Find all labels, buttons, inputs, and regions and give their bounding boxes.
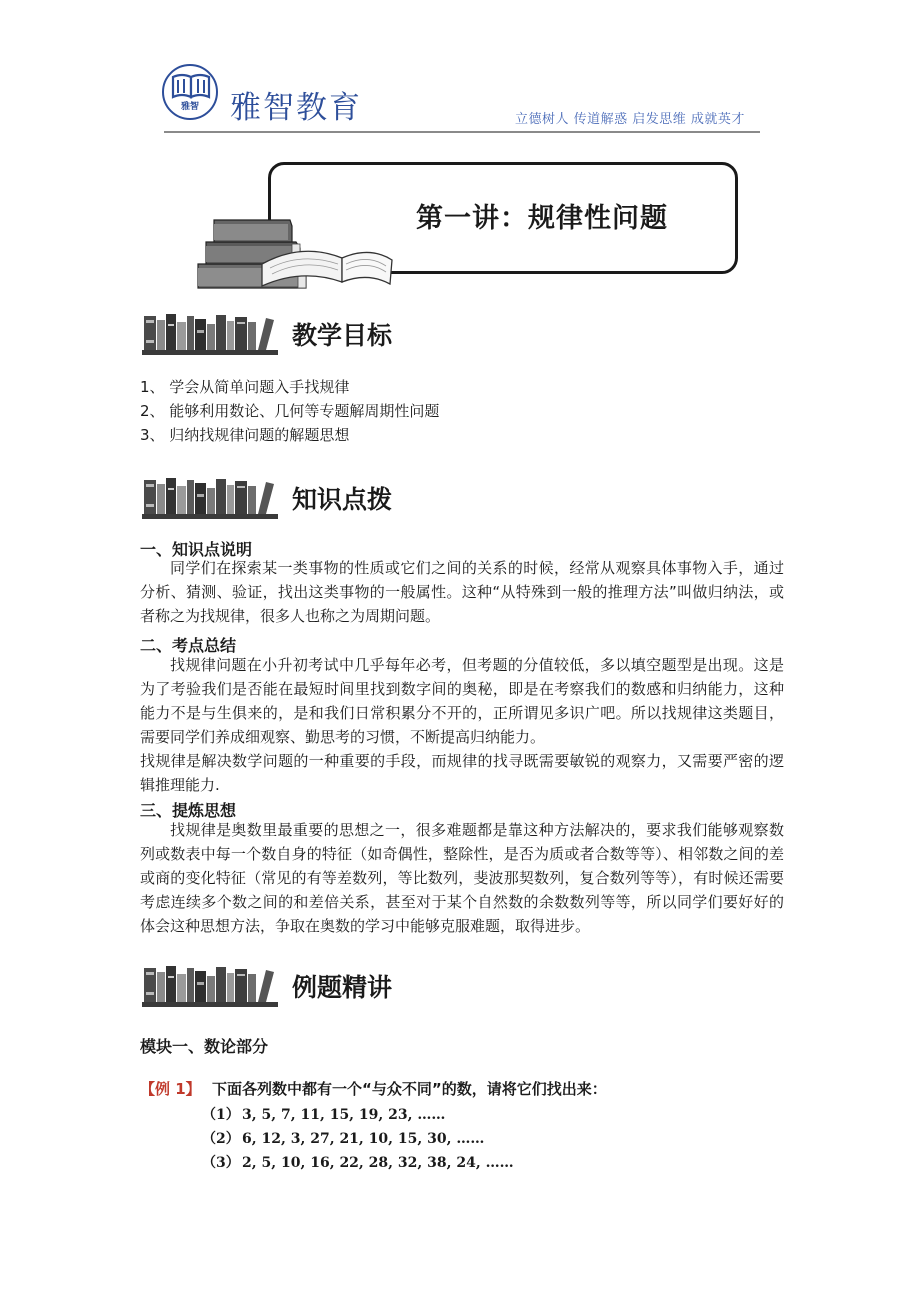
goal-item-3: 3、 归纳找规律问题的解题思想 [140, 426, 350, 444]
brand-name: 雅智教育 [230, 90, 362, 126]
bookshelf-icon [140, 474, 280, 520]
goal-item-2: 2、 能够利用数论、几何等专题解周期性问题 [140, 402, 440, 420]
slogan: 立德树人 传道解惑 启发思维 成就英才 [515, 112, 745, 127]
sequence-values: 3, 5, 7, 11, 15, 19, 23, …… [242, 1107, 446, 1123]
header-divider [164, 131, 760, 133]
paragraph-1 [140, 556, 784, 628]
section-title: 例题精讲 [292, 973, 393, 1002]
sequence-values: 2, 5, 10, 16, 22, 28, 32, 38, 24, …… [242, 1155, 514, 1171]
open-book-icon [170, 71, 212, 101]
bookshelf-icon [140, 962, 280, 1008]
paragraph-text: 找规律是解决数学问题的一种重要的手段，而规律的找寻既需要敏锐的观察力，又需要严密的逻辑推理能力. [140, 752, 784, 794]
subheading-1: 一、知识点说明 [140, 540, 253, 559]
page-header [0, 0, 920, 140]
paragraph-2 [140, 653, 784, 797]
section-title: 教学目标 [292, 321, 393, 350]
sequence-item-2 [202, 1128, 484, 1148]
subheading-3: 三、提炼思想 [140, 801, 237, 820]
example-question: 下面各列数中都有一个“与众不同”的数，请将它们找出来： [212, 1080, 607, 1098]
book-stack-icon [192, 212, 402, 292]
paragraph-text: 找规律问题在小升初考试中几乎每年必考，但考题的分值较低，多以填空题型是出现。这是为了考验我们是否能在最短时间里找到数字间的奥秘，即是在考察我们的数感和归纳能力，这种能力不是与生俱来的，是和我们日常积累分不开的，正所谓见多识广吧。所以找规律这类题目，需要同学们养成细观察、勤思考的习惯，不断提高归纳能力。 [140, 656, 784, 746]
example-label: 【例 1】 [140, 1080, 201, 1098]
sequence-item-3 [202, 1152, 514, 1172]
paragraph-3 [140, 818, 784, 938]
sequence-label: （2） [202, 1131, 240, 1147]
goal-item-1: 1、 学会从简单问题入手找规律 [140, 378, 350, 396]
subheading-2: 二、考点总结 [140, 636, 237, 655]
sequence-label: （1） [202, 1107, 240, 1123]
paragraph-text: 找规律是奥数里最重要的思想之一，很多难题都是靠这种方法解决的，要求我们能够观察数列或数表中每一个数自身的特征（如奇偶性，整除性，是否为质或者合数等等）、相邻数之间的差或商的变化特征（常见的有等差数列，等比数列，斐波那契数列，复合数列等等），有时候还需要考虑连续多个数之间的和差倍关系，甚至对于某个自然数的余数数列等等，所以同学们要好好的体会这种思想方法，争取在奥数的学习中能够克服难题，取得进步。 [140, 821, 784, 935]
paragraph-text: 同学们在探索某一类事物的性质或它们之间的关系的时候，经常从观察具体事物入手，通过分析、猜测、验证，找出这类事物的一般属性。这种“从特殊到一般的推理方法”叫做归纳法，或者称之为找规律，很多人也称之为周期问题。 [140, 559, 784, 625]
logo-text: 雅智 [180, 102, 199, 112]
logo [162, 64, 218, 120]
sequence-values: 6, 12, 3, 27, 21, 10, 15, 30, …… [242, 1131, 485, 1147]
sequence-label: （3） [202, 1155, 240, 1171]
bookshelf-icon [140, 310, 280, 356]
section-title: 知识点拨 [292, 485, 393, 514]
lecture-title: 第一讲：规律性问题 [416, 203, 668, 234]
sequence-item-1 [202, 1104, 445, 1124]
module-heading: 模块一、数论部分 [140, 1037, 269, 1056]
